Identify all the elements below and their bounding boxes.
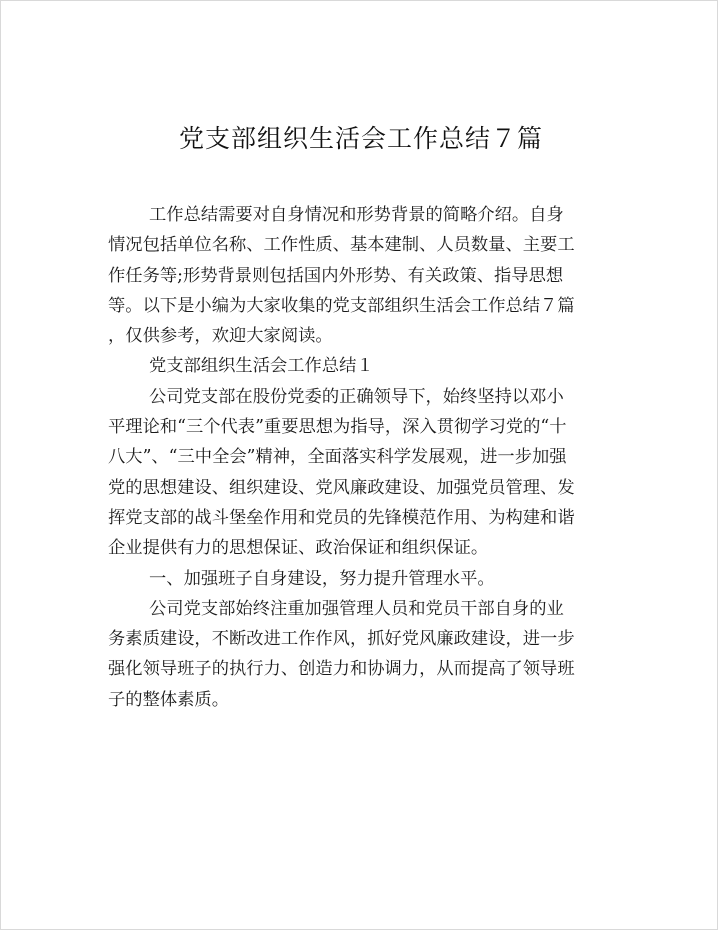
paragraph-line: 八大”、“三中全会”精神，全面落实科学发展观，进一步加强	[108, 447, 567, 468]
paragraph-line: 等。以下是小编为大家收集的党支部组织生活会工作总结７篇	[108, 295, 575, 316]
paragraph-line: 党的思想建设、组织建设、党风廉政建设、加强党员管理、发	[108, 477, 575, 498]
paragraph-line: 作任务等;形势背景则包括国内外形势、有关政策、指导思想	[108, 265, 564, 286]
subsection-heading: 一、加强班子自身建设，努力提升管理水平。	[149, 568, 495, 589]
paragraph-line: 务素质建设，不断改进工作作风，抓好党风廉政建设，进一步	[108, 629, 575, 650]
paragraph-line: 公司党支部在股份党委的正确领导下，始终坚持以邓小	[149, 386, 564, 407]
paragraph-line: 子的整体素质。	[108, 689, 229, 710]
paragraph-line: ，仅供参考，欢迎大家阅读。	[108, 326, 333, 347]
document-title: 党支部组织生活会工作总结７篇	[178, 124, 543, 153]
paragraph-line: 情况包括单位名称、工作性质、基本建制、人员数量、主要工	[108, 235, 575, 256]
paragraph-line: 工作总结需要对自身情况和形势背景的简略介绍。自身	[149, 205, 564, 225]
paragraph-line: 强化领导班子的执行力、创造力和协调力，从而提高了领导班	[108, 659, 575, 680]
paragraph-line: 公司党支部始终注重加强管理人员和党员干部自身的业	[149, 598, 564, 619]
paragraph-line: 挥党支部的战斗堡垒作用和党员的先锋模范作用、为构建和谐	[108, 507, 575, 528]
section-heading: 党支部组织生活会工作总结１	[149, 356, 374, 377]
paragraph-line: 平理论和“三个代表”重要思想为指导，深入贯彻学习党的“十	[108, 417, 567, 438]
paragraph-line: 企业提供有力的思想保证、政治保证和组织保证。	[108, 538, 489, 559]
document-body	[108, 200, 618, 715]
